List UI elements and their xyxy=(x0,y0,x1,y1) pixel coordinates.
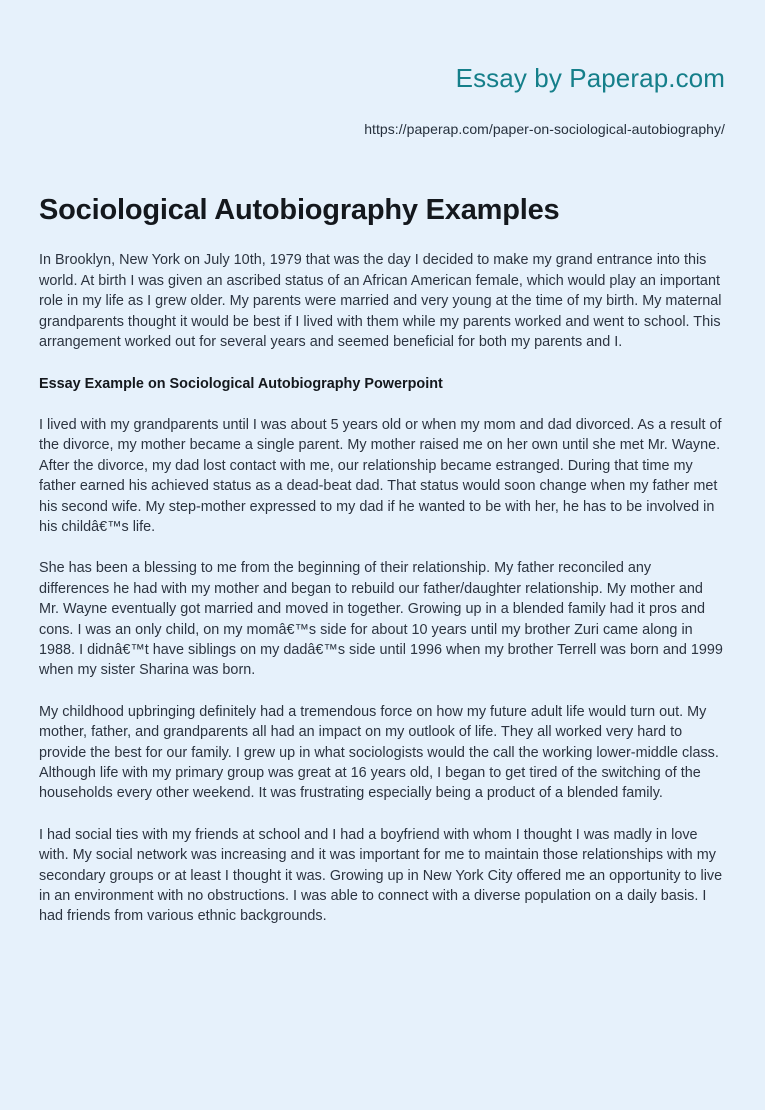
body-paragraph: I had social ties with my friends at school and I had a boyfriend with whom I thought I was madly in love with. My social network was increasing and it was important for me to maintain those relationships with my secondary groups or at least I thought it was. Growing up in New York City offered me an opportunity to live in an environment with no obstructions. I was able to connect with a diverse population on a daily basis. I had friends from various ethnic backgrounds. xyxy=(39,826,723,925)
page-title: Sociological Autobiography Examples xyxy=(39,193,560,226)
brand-title: Essay by Paperap.com xyxy=(455,63,725,93)
page-header xyxy=(0,0,765,138)
body-paragraph: My childhood upbringing definitely had a tremendous force on how my future adult life would turn out. My mother, father, and grandparents all had an impact on my outlook of life. They all worked very hard to provide the best for our family. I grew up in what sociologists would the call the working lower-middle class. Although life with my primary group was great at 16 years old, I began to get tired of the switching of the households every other weekend. It was frustrating especially being a product of a blended family. xyxy=(39,703,719,802)
body-paragraph: I lived with my grandparents until I was about 5 years old or when my mom and dad divorced. As a result of the divorce, my mother became a single parent. My mother raised me on her own until she met Mr. Wayne. After the divorce, my dad lost contact with me, our relationship became estranged. During that time my father earned his achieved status as a dead-beat dad. That status would soon change when my father met his second wife. My step-mother expressed to my dad if he wanted to be with her, he has to be involved in his childâ€™s life. xyxy=(39,416,722,535)
section-subheading: Essay Example on Sociological Autobiography Powerpoint xyxy=(39,375,443,392)
body-paragraph: She has been a blessing to me from the beginning of their relationship. My father reconciled any differences he had with my mother and began to rebuild our father/daughter relationship. My mother and Mr. Wayne eventually got married and moved in together. Growing up in a blended family had it pros and cons. I was an only child, on my momâ€™s side for about 10 years until my brother Zuri came along in 1988. I didnâ€™t have siblings on my dadâ€™s side until 1996 when my brother Terrell was born and 1999 when my sister Sharina was born. xyxy=(39,560,723,679)
body-paragraph: In Brooklyn, New York on July 10th, 1979 that was the day I decided to make my grand entrance into this world. At birth I was given an ascribed status of an African American female, which would play an important role in my life as I grew older. My parents were married and very young at the time of my birth. My maternal grandparents thought it would be best if I lived with them while my parents worked and went to school. This arrangement worked out for several years and seemed beneficial for both my parents and I. xyxy=(39,252,722,351)
article-body xyxy=(39,227,725,926)
article-container xyxy=(0,138,765,927)
source-url[interactable]: https://paperap.com/paper-on-sociological-autobiography/ xyxy=(364,120,725,137)
